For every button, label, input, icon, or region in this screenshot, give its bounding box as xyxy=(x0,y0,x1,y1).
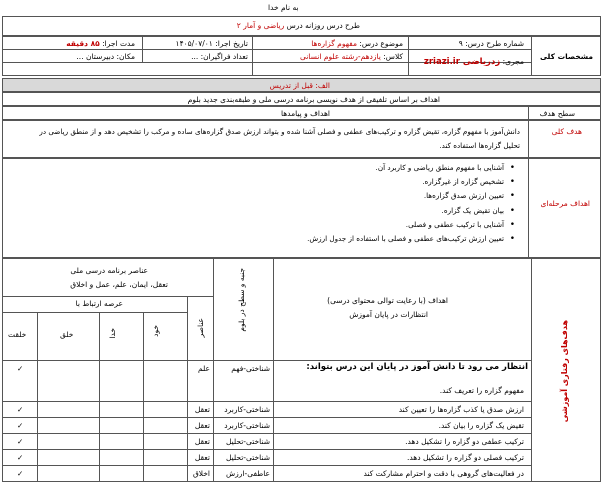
bloom-header: جنبه و سطح در بلوم xyxy=(237,268,246,332)
goals-source-row xyxy=(2,92,601,106)
stage-goal-item: • آشنایی با ترکیب عطفی و فصلی. xyxy=(307,218,504,232)
general-goal-row xyxy=(2,120,601,158)
outcome-text: تقیض یک گزاره را بیان کند. xyxy=(438,421,524,430)
goal-level-label: سطح هدف xyxy=(539,109,575,118)
behavioral-goals-label: هدف‌های رفتاری آموزشی xyxy=(560,320,569,423)
element-name: تعقل xyxy=(194,453,210,462)
outcome-text: ترکیب فصلی دو گزاره را تشکیل دهد. xyxy=(406,453,524,462)
element-name: تعقل xyxy=(194,437,210,446)
national-elements-title: عناصر برنامه درسی ملی xyxy=(70,266,148,275)
relation-god: خدا xyxy=(108,328,117,339)
plan-number: شماره طرح درس: ۹ xyxy=(458,39,524,48)
relation-people: خلق xyxy=(60,330,74,339)
goal-level-row xyxy=(2,106,601,120)
check-mark: ✓ xyxy=(17,469,24,478)
outcome-text: مفهوم گزاره را تعریف کند. xyxy=(439,386,524,395)
national-elements-list: تعقل، ایمان، علم، عمل و اخلاق xyxy=(70,280,168,289)
element-name: تعقل xyxy=(194,405,210,414)
bloom-level: شناختی-کاربرد xyxy=(224,421,270,430)
place: مکان: دبیرستان ... xyxy=(76,52,135,61)
element-name: اخلاق xyxy=(192,469,210,478)
check-mark: ✓ xyxy=(17,453,24,462)
stage-goal-item: • تعیین ارزش صدق گزاره‌ها. xyxy=(307,189,504,203)
learners-count: تعداد فراگیران: ... xyxy=(191,52,248,61)
section-a-bar xyxy=(2,78,601,92)
stage-goals-list xyxy=(307,161,518,246)
general-goal-line-1: دانش‌آموز با مفهوم گزاره، تقیض گزاره و ترکیب‌های عطفی و فصلی آشنا شده و بتواند ارزش صدق گزاره‌های ساده و مرکب را تشخیص دهد و از منطق ریاضی در xyxy=(39,127,520,136)
general-specs-label: مشخصات کلی xyxy=(539,52,593,61)
title-row xyxy=(2,16,601,36)
stage-goal-item: • آشنایی با مفهوم منطق ریاضی و کاربرد آن. xyxy=(307,161,504,175)
outcome-text: در فعالیت‌های گروهی با دقت و احترام مشارکت کند xyxy=(363,469,524,478)
element-name: علم xyxy=(198,364,210,373)
general-goal-line-2: تحلیل گزاره‌ها استفاده کند. xyxy=(439,141,520,150)
outcomes-header-2: انتظارات در پایان آموزش xyxy=(349,310,428,319)
check-mark: ✓ xyxy=(17,405,24,414)
stage-goals-label: اهداف مرحله‌ای xyxy=(540,199,590,208)
check-mark: ✓ xyxy=(17,364,24,373)
bloom-level: شناختی-تحلیل xyxy=(225,437,270,446)
element-name: تعقل xyxy=(194,421,210,430)
bismillah: به نام خدا xyxy=(268,3,299,12)
goals-outcomes-label: اهداف و پیامدها xyxy=(280,109,330,118)
topic: موضوع درس: مفهوم گزاره‌ها xyxy=(311,39,403,48)
duration: مدت اجرا: ۸۵ دقیقه xyxy=(66,39,135,48)
bloom-level: شناختی-تحلیل xyxy=(225,453,270,462)
relation-areas-label: عرصه ارتباط با xyxy=(75,299,123,308)
stage-goals-row xyxy=(2,158,601,258)
execution-date: تاریخ اجرا: ۱۴۰۵/۰۷/۰۱ xyxy=(175,39,248,48)
class-info: کلاس: یازدهم-رشته علوم انسانی xyxy=(299,52,403,61)
general-goal-label: هدف کلی xyxy=(551,127,582,136)
executor: مجری: زدریاضی zriazi.ir xyxy=(423,57,524,67)
outcomes-header-1: اهداف (با رعایت توالی محتوای درسی) xyxy=(327,296,448,305)
stage-goal-item: • تعیین ارزش ترکیب‌های عطفی و فصلی با استفاده از جدول ارزش. xyxy=(307,232,504,246)
bloom-level: شناختی-کاربرد xyxy=(224,405,270,414)
outcome-text: ترکیب عطفی دو گزاره را تشکیل دهد. xyxy=(405,437,524,446)
check-mark: ✓ xyxy=(17,437,24,446)
outcome-text: ارزش صدق یا کذب گزاره‌ها را تعیین کند xyxy=(398,405,524,414)
bloom-level: عاطفی-ارزش xyxy=(226,469,270,478)
stage-goal-item: • تشخیص گزاره از غیرگزاره. xyxy=(307,175,504,189)
elements-header: عناصر xyxy=(196,318,205,338)
relation-creation: خلقت xyxy=(8,330,27,339)
relation-self: خود xyxy=(151,325,160,337)
expectation-intro: انتظار می رود تا دانش آموز در پایان این درس بتواند: xyxy=(306,362,528,372)
goals-source: اهداف بر اساس تلفیقی از هدف نویسی برنامه درسی ملی و طبقه‌بندی جدید بلوم xyxy=(187,95,440,104)
check-mark: ✓ xyxy=(17,421,24,430)
page-title: طرح درس روزانه درس ریاضی و آمار ۲ xyxy=(236,21,360,30)
section-a-title: الف: قبل از تدریس xyxy=(269,81,330,90)
stage-goal-item: • بیان تقیض یک گزاره. xyxy=(307,204,504,218)
bloom-level: شناختی-فهم xyxy=(231,364,270,373)
